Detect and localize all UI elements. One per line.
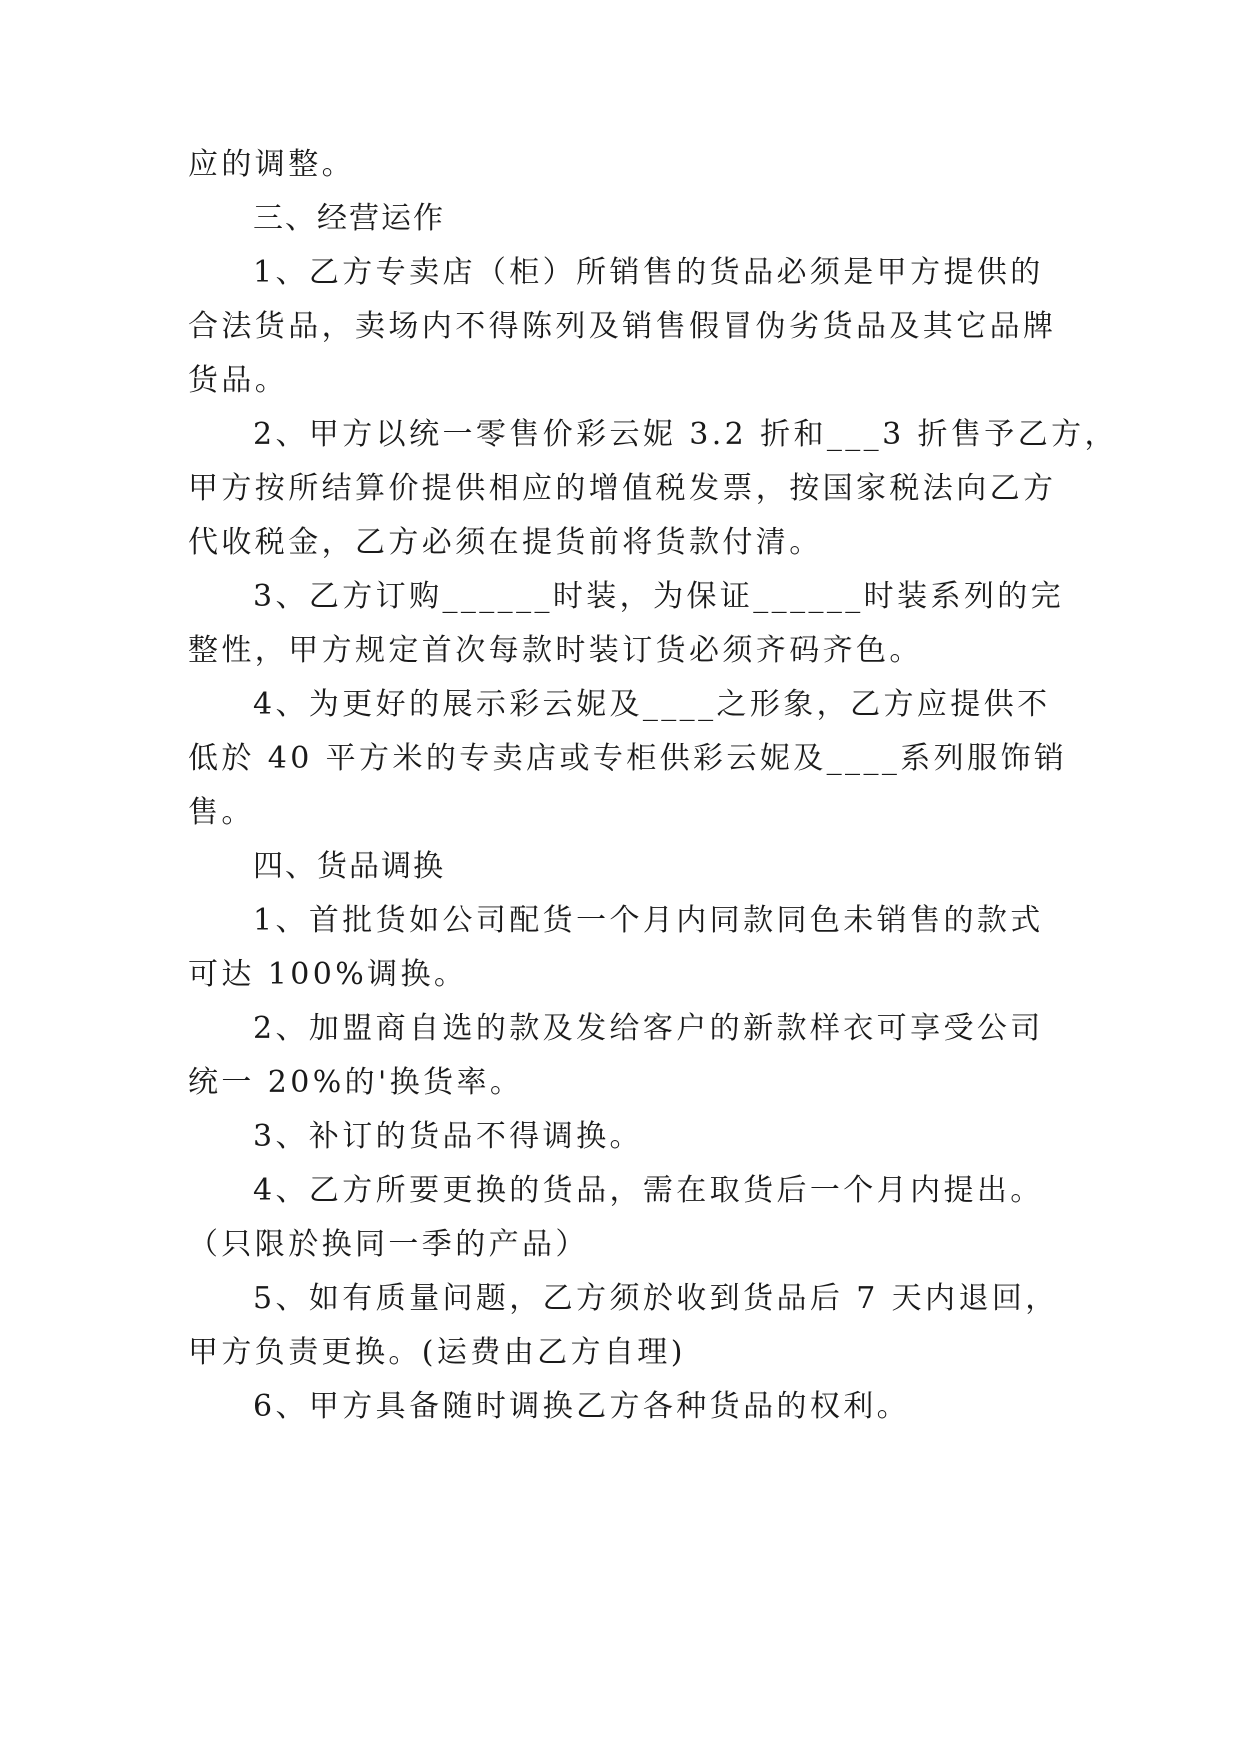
paragraph-line: 4、乙方所要更换的货品，需在取货后一个月内提出。	[253, 1173, 1044, 1208]
paragraph-line: 2、加盟商自选的款及发给客户的新款样衣可享受公司	[253, 1011, 1044, 1046]
paragraph-line: 整性，甲方规定首次每款时装订货必须齐码齐色。	[188, 633, 923, 668]
paragraph-line: 1、首批货如公司配货一个月内同款同色未销售的款式	[253, 903, 1044, 938]
paragraph-line: 合法货品，卖场内不得陈列及销售假冒伪劣货品及其它品牌	[188, 309, 1057, 344]
paragraph-line: 3、补订的货品不得调换。	[253, 1119, 643, 1154]
paragraph-line: 4、为更好的展示彩云妮及____之形象，乙方应提供不	[253, 687, 1051, 722]
paragraph-line: 5、如有质量问题，乙方须於收到货品后 7 天内退回，	[253, 1281, 1059, 1316]
paragraph-line: 甲方按所结算价提供相应的增值税发票，按国家税法向乙方	[188, 471, 1057, 506]
paragraph-line: （只限於换同一季的产品）	[188, 1227, 589, 1262]
paragraph-line: 1、乙方专卖店（柜）所销售的货品必须是甲方提供的	[253, 255, 1044, 290]
section-heading: 三、经营运作	[253, 201, 445, 236]
paragraph-line: 低於 40 平方米的专卖店或专柜供彩云妮及____系列服饰销	[188, 741, 1068, 776]
section-heading: 四、货品调换	[253, 849, 445, 884]
paragraph-line: 代收税金，乙方必须在提货前将货款付清。	[188, 525, 823, 560]
paragraph-line: 甲方负责更换。(运费由乙方自理)	[188, 1335, 686, 1370]
paragraph-line: 3、乙方订购______时装，为保证______时装系列的完	[253, 579, 1065, 614]
paragraph-line: 统一 20%的'换货率。	[188, 1065, 524, 1100]
paragraph-line: 货品。	[188, 363, 289, 398]
paragraph-line: 2、甲方以统一零售价彩云妮 3.2 折和___3 折售予乙方，	[253, 417, 1118, 452]
paragraph-line: 售。	[188, 795, 255, 830]
paragraph-line: 6、甲方具备随时调换乙方各种货品的权利。	[253, 1389, 911, 1424]
paragraph-line: 可达 100%调换。	[188, 957, 468, 992]
paragraph-line: 应的调整。	[188, 147, 355, 182]
